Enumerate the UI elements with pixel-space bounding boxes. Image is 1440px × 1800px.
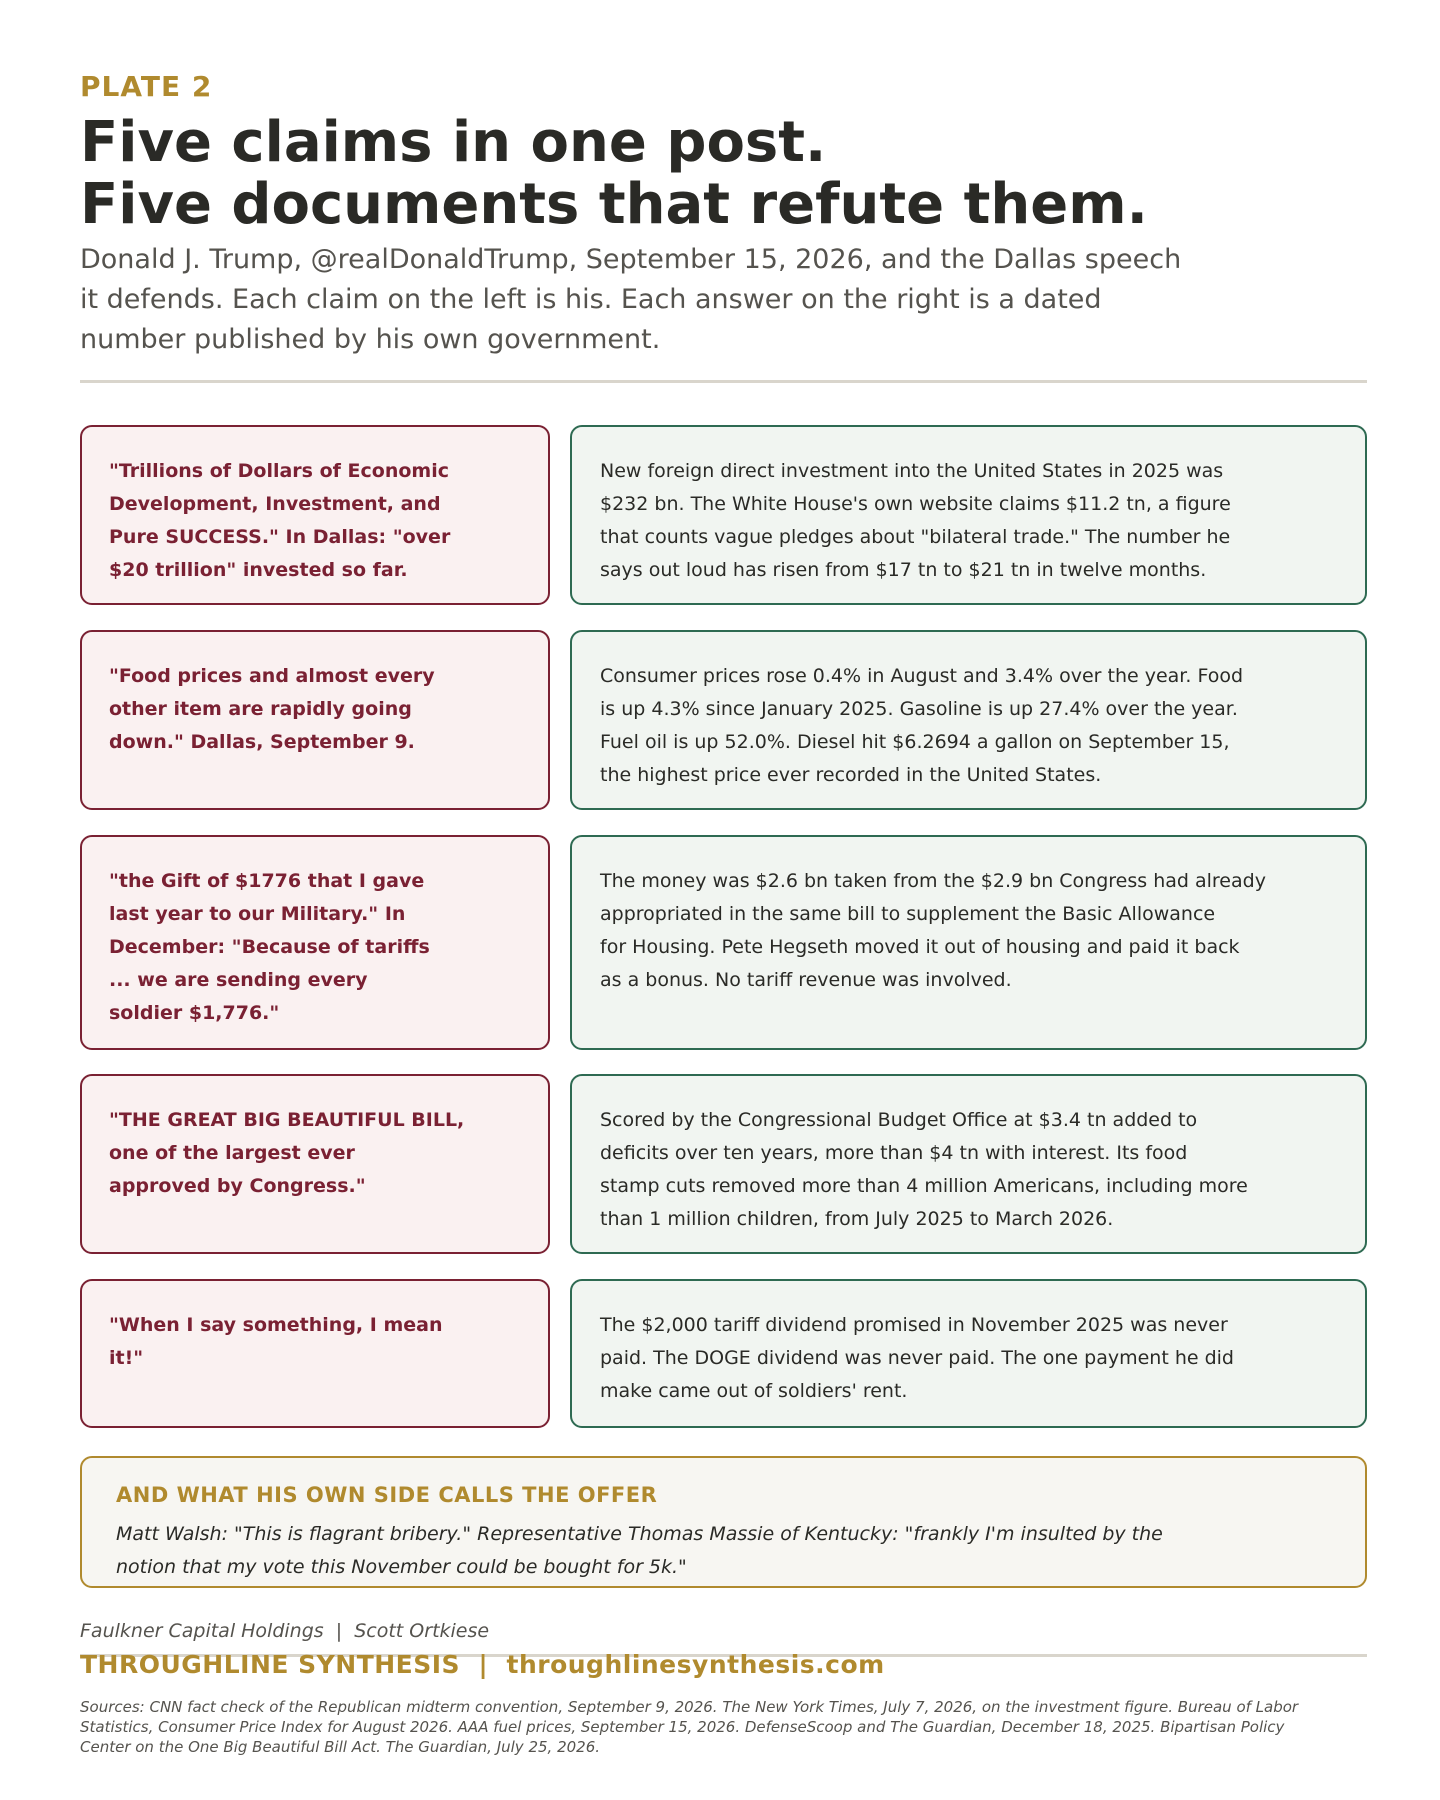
claim-line: ... we are sending every [109,969,368,991]
page-title [80,112,1360,236]
claim-line: December: "Because of tariffs [109,936,430,958]
sources-line-2: Statistics, Consumer Price Index for August 2026. AAA fuel prices, September 15, 2026. DefenseScoop and The Guardian, December 18, 2025. Bipartisan Policy [80,1718,1285,1736]
answer-line: for Housing. Pete Hegseth moved it out of housing and paid it back [600,936,1240,958]
claim-line: "When I say something, I mean [109,1314,443,1336]
answer-line: is up 4.3% since January 2025. Gasoline is up 27.4% over the year. [600,698,1238,720]
plate-label: PLATE 2 [80,70,213,103]
offer-quote [116,1518,1331,1584]
answer-line: paid. The DOGE dividend was never paid. The one payment he did [600,1347,1234,1369]
answer-line: Consumer prices rose 0.4% in August and 3.4% over the year. Food [600,665,1244,687]
subtitle-line-3: number published by his own government. [80,324,661,355]
claim-card-2 [80,630,550,810]
page-subtitle [80,240,1280,360]
subtitle-line-1: Donald J. Trump, @realDonaldTrump, September 15, 2026, and the Dallas speech [80,244,1182,275]
answer-card-1 [570,425,1367,605]
title-line-1: Five claims in one post. [80,110,827,175]
offer-heading: AND WHAT HIS OWN SIDE CALLS THE OFFER [116,1483,658,1507]
answer-line: the highest price ever recorded in the United States. [600,764,1102,786]
claim-line: "the Gift of $1776 that I gave [109,870,425,892]
answer-card-5 [570,1279,1367,1428]
claim-line: soldier $1,776." [109,1002,280,1024]
claim-line: "Food prices and almost every [109,665,435,687]
sources-note [80,1697,1380,1757]
answer-line: The $2,000 tariff dividend promised in November 2025 was never [600,1314,1228,1336]
answer-line: New foreign direct investment into the United States in 2025 was [600,460,1224,482]
claim-line: down." Dallas, September 9. [109,731,415,753]
answer-line: $232 bn. The White House's own website claims $11.2 tn, a figure [600,493,1231,515]
header-divider [80,380,1367,383]
answer-line: appropriated in the same bill to supplement the Basic Allowance [600,903,1216,925]
answer-line: says out loud has risen from $17 tn to $21 tn in twelve months. [600,559,1207,581]
subtitle-line-2: it defends. Each claim on the left is his. Each answer on the right is a dated [80,284,1102,315]
claim-card-3 [80,835,550,1050]
claim-line: Pure SUCCESS." In Dallas: "over [109,526,451,548]
answer-line: Fuel oil is up 52.0%. Diesel hit $6.2694 a gallon on September 15, [600,731,1230,753]
claim-card-4 [80,1074,550,1254]
offer-line-2: notion that my vote this November could be bought for 5k." [116,1556,687,1578]
claim-line: one of the largest ever [109,1142,355,1164]
sources-line-1: Sources: CNN fact check of the Republican midterm convention, September 9, 2026. The New York Times, July 7, 2026, on the investment figure. Bureau of Labor [80,1698,1299,1716]
title-line-2: Five documents that refute them. [80,172,1148,237]
answer-line: stamp cuts removed more than 4 million Americans, including more [600,1175,1248,1197]
answer-line: make came out of soldiers' rent. [600,1380,908,1402]
claim-card-1 [80,425,550,605]
offer-line-1: Matt Walsh: "This is flagrant bribery." Representative Thomas Massie of Kentucky: "frankly I'm insulted by the [116,1523,1163,1545]
answer-line: than 1 million children, from July 2025 to March 2026. [600,1208,1114,1230]
brand-line: THROUGHLINE SYNTHESIS | throughlinesynthesis.com [80,1650,885,1679]
credit-line: Faulkner Capital Holdings | Scott Ortkiese [80,1620,490,1642]
claim-line: last year to our Military." In [109,903,406,925]
claim-line: $20 trillion" invested so far. [109,559,408,581]
claim-line: other item are rapidly going [109,698,412,720]
answer-line: The money was $2.6 bn taken from the $2.9 bn Congress had already [600,870,1266,892]
answer-line: as a bonus. No tariff revenue was involved. [600,969,1012,991]
claim-line: Development, Investment, and [109,493,441,515]
claim-line: "THE GREAT BIG BEAUTIFUL BILL, [109,1109,465,1131]
claim-line: "Trillions of Dollars of Economic [109,460,449,482]
claim-line: approved by Congress." [109,1175,366,1197]
answer-line: deficits over ten years, more than $4 tn with interest. Its food [600,1142,1188,1164]
answer-card-3 [570,835,1367,1050]
answer-line: Scored by the Congressional Budget Office at $3.4 tn added to [600,1109,1198,1131]
answer-card-4 [570,1074,1367,1254]
claim-line: it!" [109,1347,144,1369]
claim-card-5 [80,1279,550,1428]
offer-callout [80,1456,1367,1588]
answer-line: that counts vague pledges about "bilateral trade." The number he [600,526,1231,548]
sources-line-3: Center on the One Big Beautiful Bill Act. The Guardian, July 25, 2026. [80,1738,601,1756]
answer-card-2 [570,630,1367,810]
